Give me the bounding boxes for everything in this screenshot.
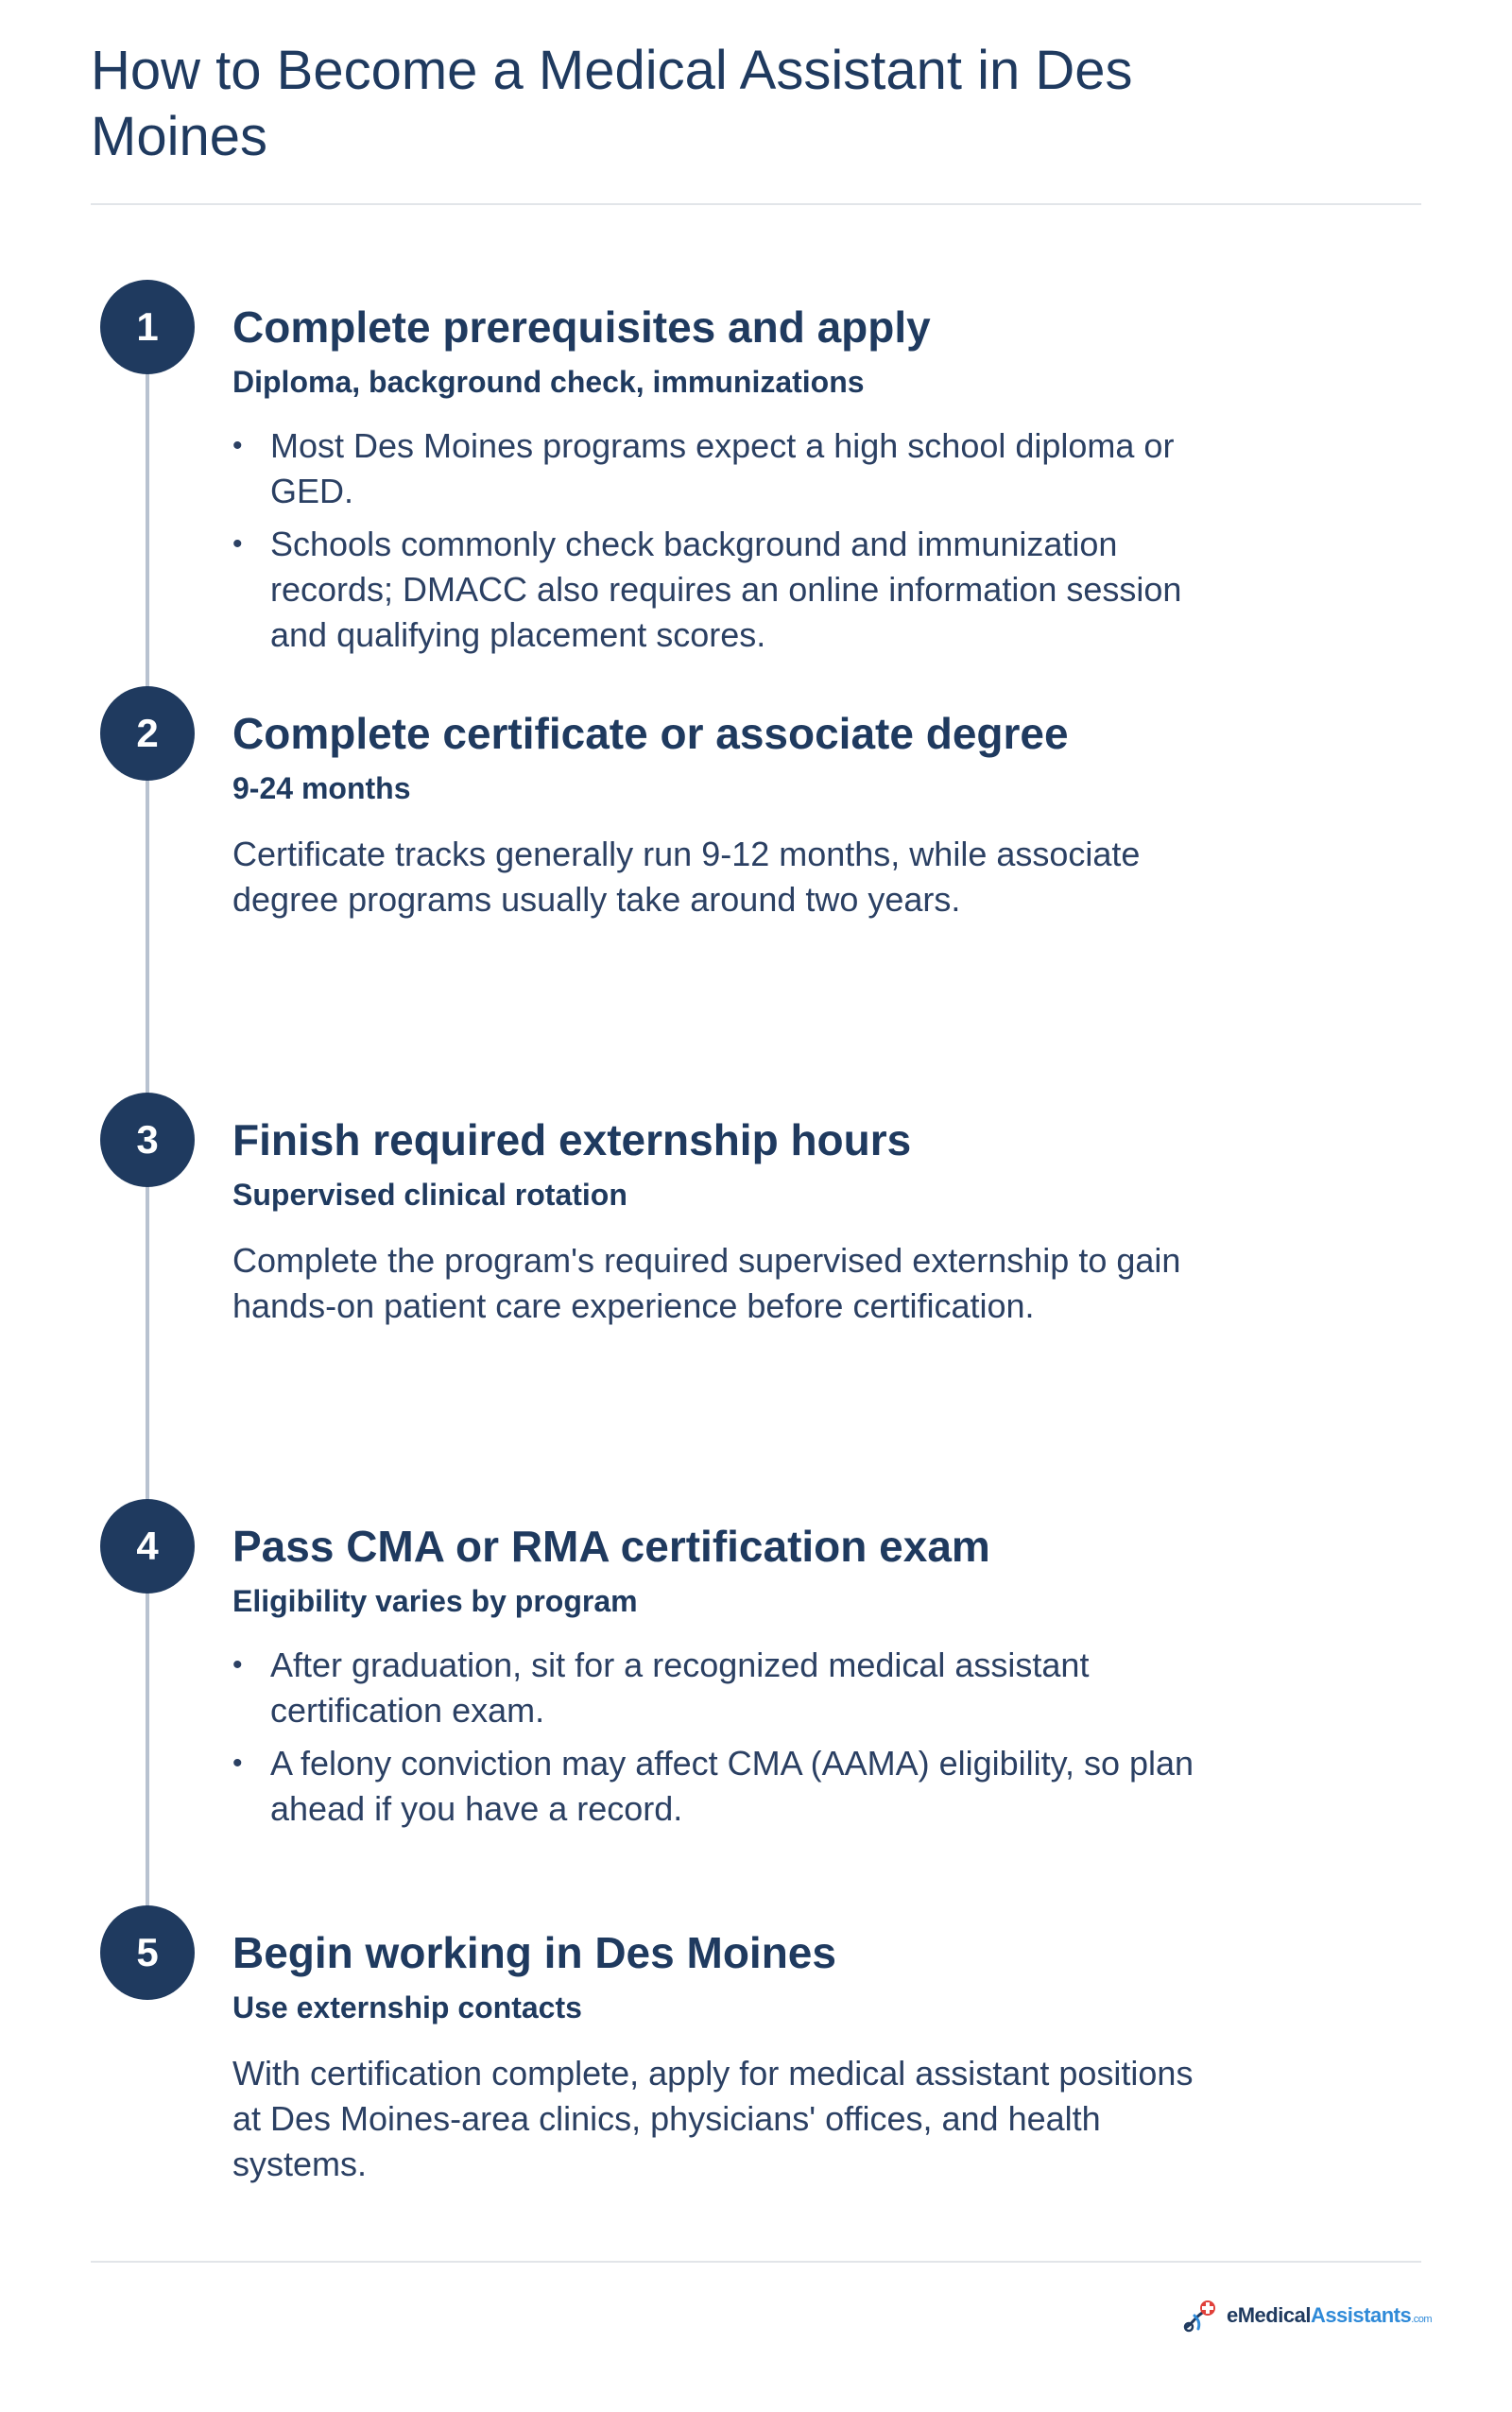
emedicalassistants-logo xyxy=(1179,2295,1432,2336)
step-3-subtitle: Supervised clinical rotation xyxy=(232,1178,627,1212)
title-divider xyxy=(91,203,1421,205)
bullet-text: After graduation, sit for a recognized medical assistant certification exam. xyxy=(270,1645,1090,1730)
page-title: How to Become a Medical Assistant in Des Moines xyxy=(91,40,1133,167)
bullet-icon: • xyxy=(232,430,243,461)
step-2-text: Certificate tracks generally run 9-12 months, while associate degree programs usually take around two years. xyxy=(232,835,1141,919)
step-2-subtitle: 9-24 months xyxy=(232,771,411,805)
logo-text-part2: Assistants xyxy=(1310,2303,1412,2327)
logo-wordmark xyxy=(1227,2303,1432,2328)
bullet-icon: • xyxy=(232,1649,243,1680)
bullet-icon: • xyxy=(232,528,243,560)
step-5-title: Begin working in Des Moines xyxy=(232,1928,836,1977)
step-1 xyxy=(232,301,1206,665)
step-4-subtitle: Eligibility varies by program xyxy=(232,1584,638,1618)
step-2-title: Complete certificate or associate degree xyxy=(232,709,1069,758)
step-5 xyxy=(232,1926,1206,2187)
logo-text-suffix: .com xyxy=(1411,2314,1433,2325)
list-item xyxy=(232,423,1206,514)
list-item xyxy=(232,522,1206,658)
step-4-number-badge: 4 xyxy=(100,1499,195,1594)
list-item xyxy=(232,1741,1206,1832)
step-3-title: Finish required externship hours xyxy=(232,1115,912,1164)
step-1-subtitle: Diploma, background check, immunizations xyxy=(232,365,865,399)
bullet-icon: • xyxy=(232,1748,243,1779)
footer-divider xyxy=(91,2261,1421,2263)
step-3-text: Complete the program's required supervised externship to gain hands-on patient care experience before certification. xyxy=(232,1241,1181,1325)
step-2-number-badge: 2 xyxy=(100,686,195,781)
step-4 xyxy=(232,1520,1206,1839)
step-1-title: Complete prerequisites and apply xyxy=(232,302,931,352)
step-3 xyxy=(232,1113,1206,1329)
logo-text-part1: eMedical xyxy=(1227,2303,1311,2327)
step-2 xyxy=(232,707,1206,922)
step-5-number-badge: 5 xyxy=(100,1905,195,2000)
step-5-text: With certification complete, apply for medical assistant positions at Des Moines-area clinics, physicians' offices, and health systems. xyxy=(232,2054,1194,2183)
step-3-number-badge: 3 xyxy=(100,1093,195,1187)
step-1-bullet-list xyxy=(232,423,1206,658)
step-4-bullet-list xyxy=(232,1643,1206,1832)
step-4-title: Pass CMA or RMA certification exam xyxy=(232,1522,990,1571)
step-1-number-badge: 1 xyxy=(100,280,195,374)
bullet-text: Most Des Moines programs expect a high school diploma or GED. xyxy=(270,426,1175,510)
bullet-text: Schools commonly check background and immunization records; DMACC also requires an online information session and qualifying placement scores. xyxy=(270,525,1182,654)
caduceus-cross-icon xyxy=(1179,2295,1221,2336)
bullet-text: A felony conviction may affect CMA (AAMA) eligibility, so plan ahead if you have a record. xyxy=(270,1744,1194,1828)
list-item xyxy=(232,1643,1206,1733)
step-5-subtitle: Use externship contacts xyxy=(232,1990,582,2024)
